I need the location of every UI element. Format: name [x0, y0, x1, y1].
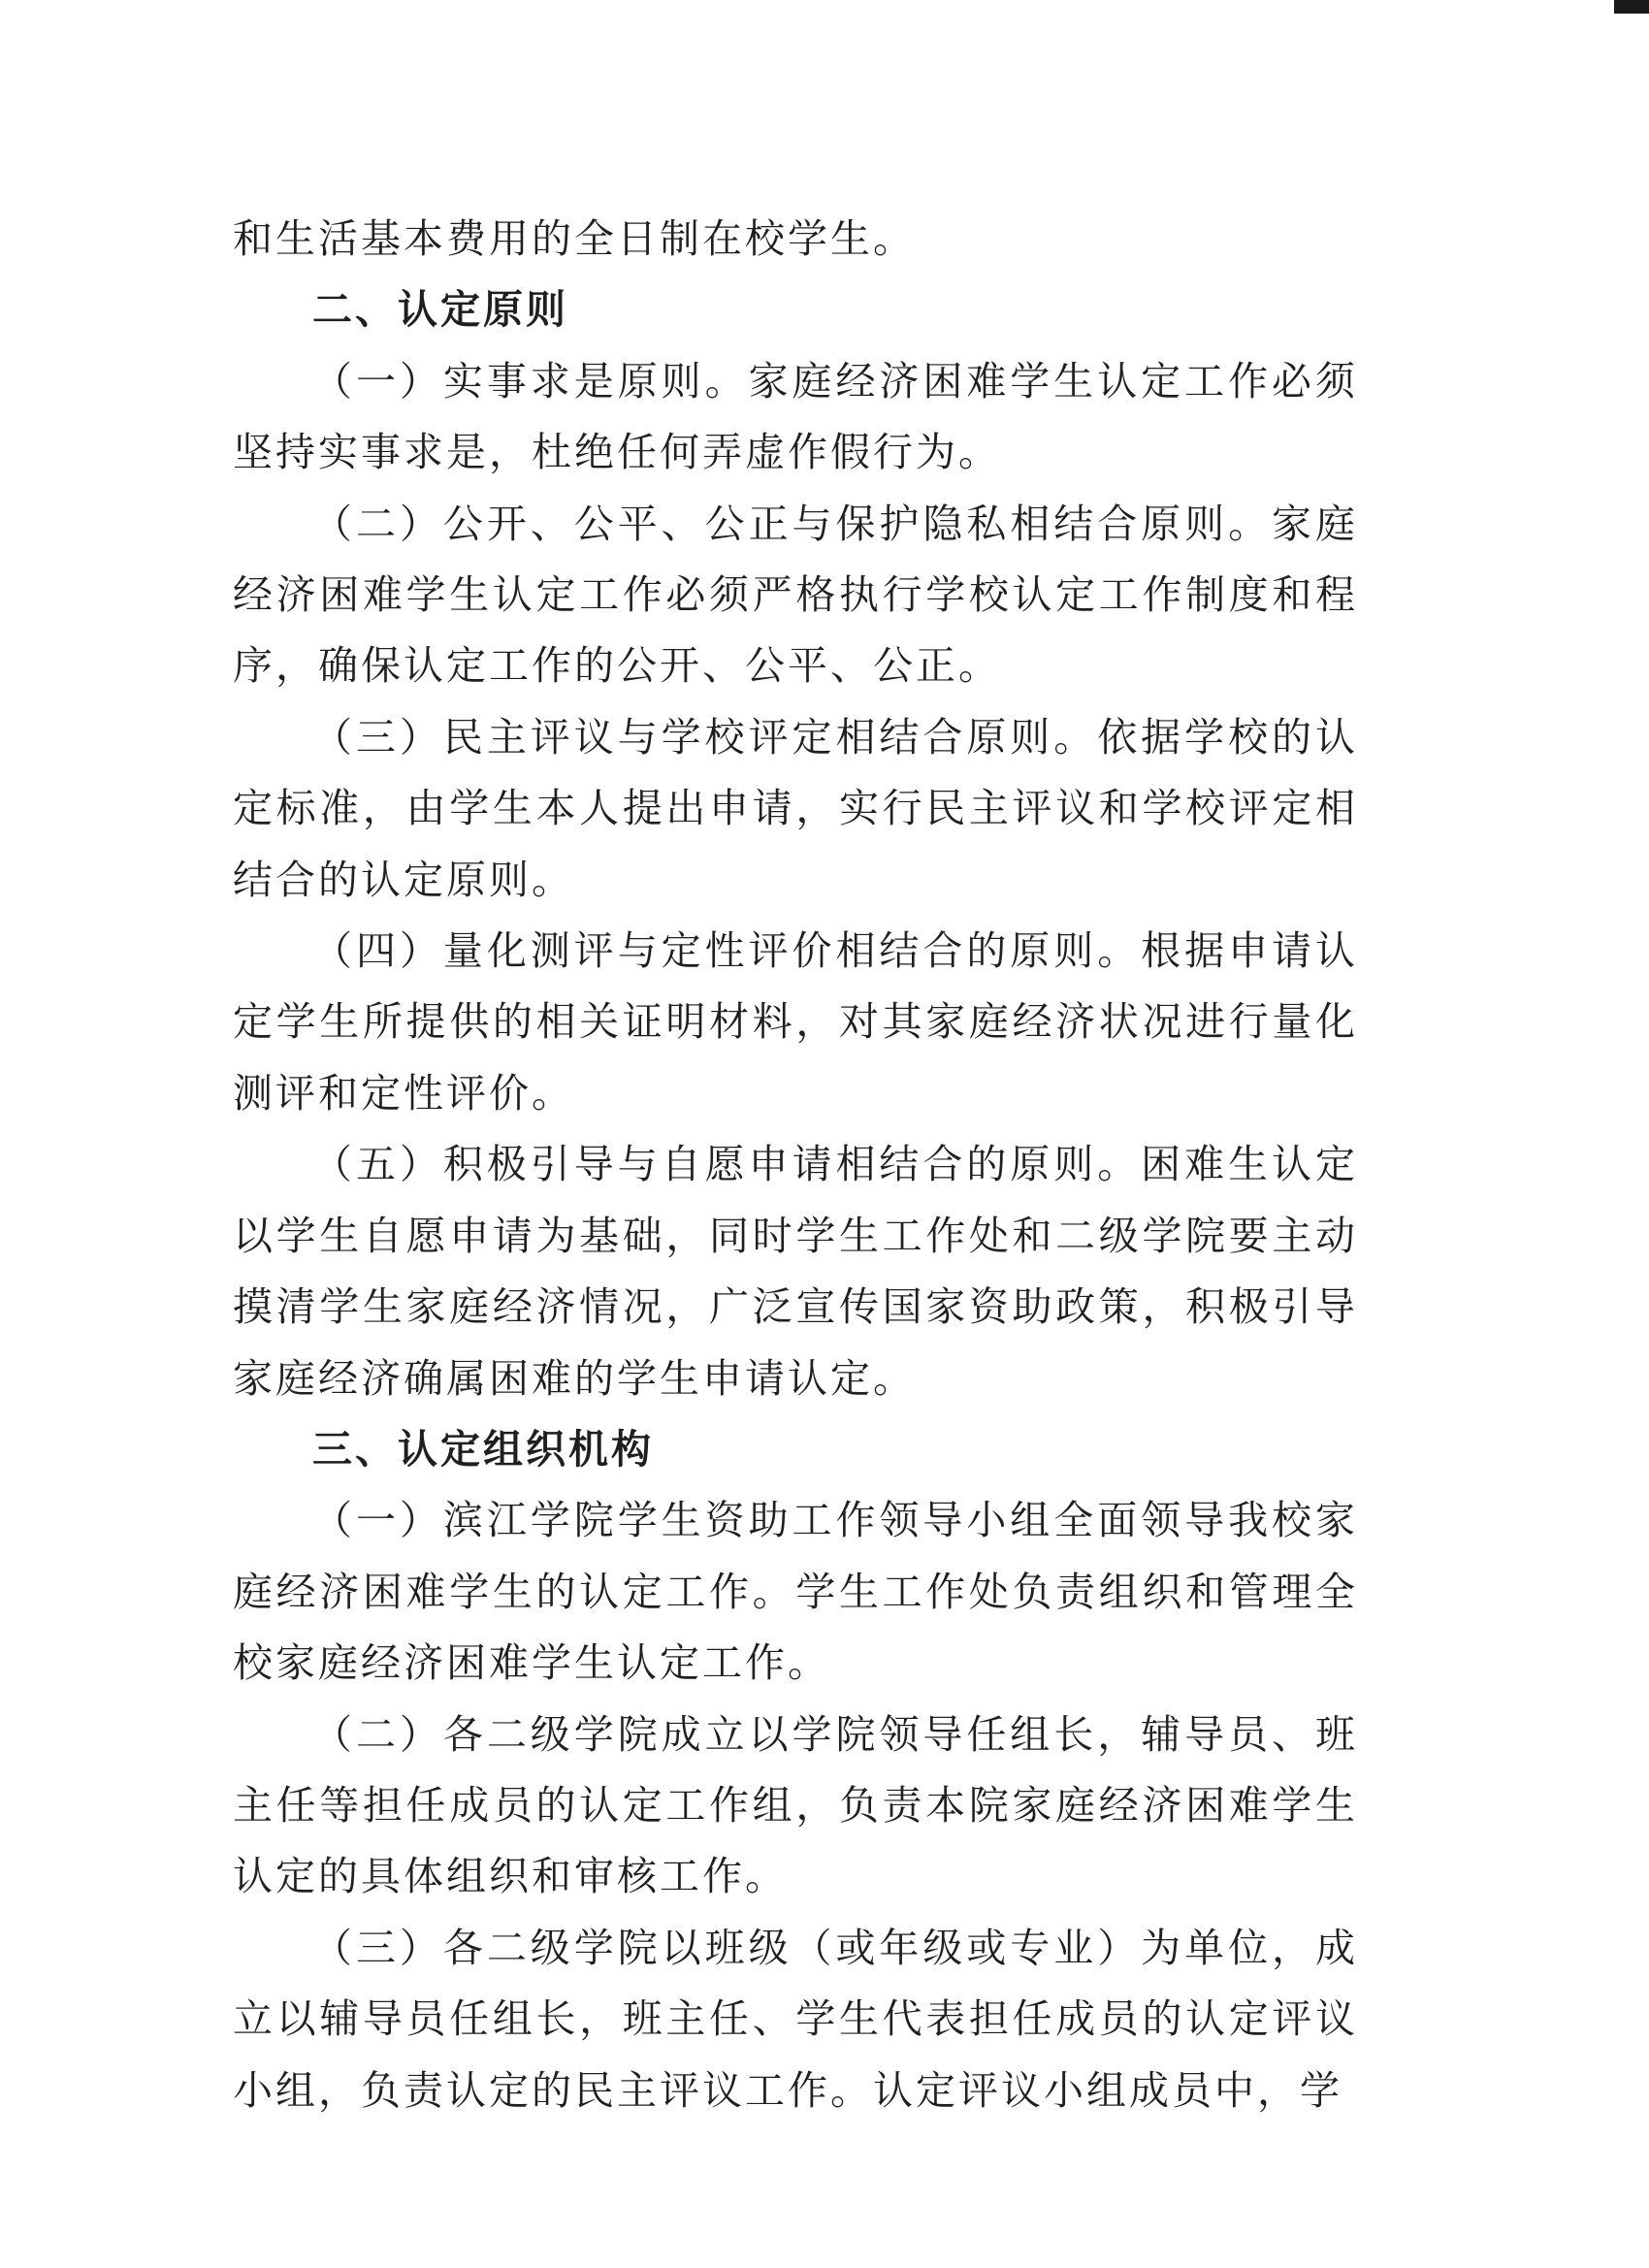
section-heading-principles: 二、认定原则 — [312, 286, 568, 334]
paragraph-principle-3: （三）民主评议与学校评定相结合原则。依据学校的认定标准，由学生本人提出申请，实行民主评议和学校评定相结合的认定原则。 — [233, 713, 1358, 903]
paragraph-principle-2: （二）公开、公平、公正与保护隐私相结合原则。家庭经济困难学生认定工作必须严格执行学校认定工作制度和程序，确保认定工作的公开、公平、公正。 — [233, 500, 1358, 690]
paragraph-organization-1: （一）滨江学院学生资助工作领导小组全面领导我校家庭经济困难学生的认定工作。学生工作处负责组织和管理全校家庭经济困难学生认定工作。 — [233, 1497, 1358, 1687]
section-heading-organization: 三、认定组织机构 — [312, 1425, 654, 1473]
paragraph-organization-2: （二）各二级学院成立以学院领导任组长，辅导员、班主任等担任成员的认定工作组，负责本院家庭经济困难学生认定的具体组织和审核工作。 — [233, 1710, 1358, 1900]
paragraph-principle-4: （四）量化测评与定性评价相结合的原则。根据申请认定学生所提供的相关证明材料，对其家庭经济状况进行量化测评和定性评价。 — [233, 927, 1358, 1117]
paragraph-continuation: 和生活基本费用的全日制在校学生。 — [233, 215, 916, 262]
scan-edge-mark — [1614, 0, 1649, 14]
paragraph-organization-3: （三）各二级学院以班级（或年级或专业）为单位，成立以辅导员任组长，班主任、学生代表担任成员的认定评议小组，负责认定的民主评议工作。认定评议小组成员中，学 — [233, 1924, 1358, 2114]
paragraph-principle-5: （五）积极引导与自愿申请相结合的原则。困难生认定以学生自愿申请为基础，同时学生工作处和二级学院要主动摸清学生家庭经济情况，广泛宣传国家资助政策，积极引导家庭经济确属困难的学生申请认定。 — [233, 1141, 1358, 1402]
paragraph-principle-1: （一）实事求是原则。家庭经济困难学生认定工作必须坚持实事求是，杜绝任何弄虚作假行为。 — [233, 357, 1358, 476]
document-page — [233, 204, 1358, 2126]
